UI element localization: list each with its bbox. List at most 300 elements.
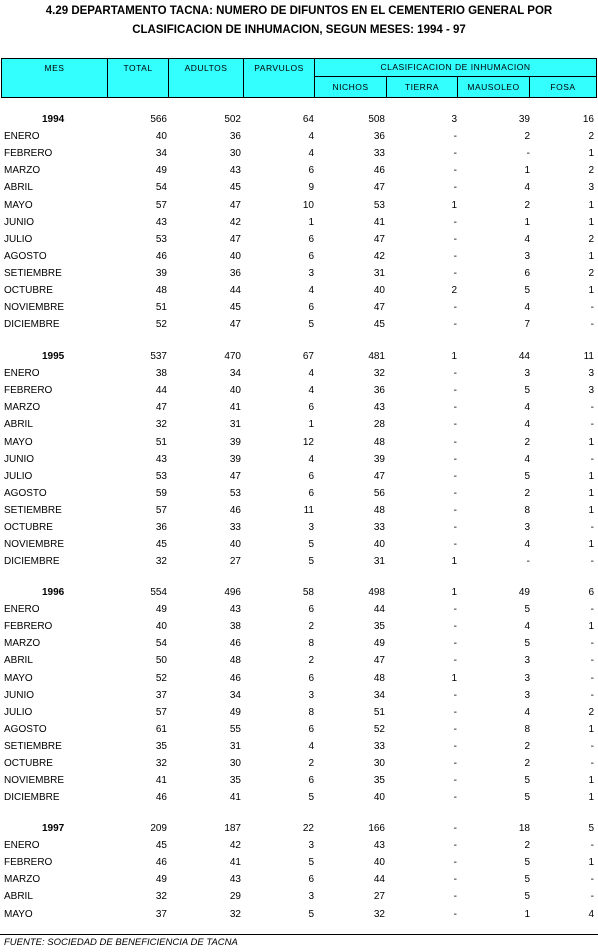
cell-tierra: -	[453, 707, 457, 718]
month-row	[0, 299, 598, 316]
cell-adultos: 496	[224, 587, 241, 598]
cell-nichos: 35	[373, 621, 385, 632]
cell-total: 34	[155, 148, 167, 159]
month-row	[0, 854, 598, 871]
year-label: 1995	[42, 351, 65, 362]
cell-nichos: 31	[373, 556, 385, 567]
month-row	[0, 485, 598, 502]
cell-mausoleo: 3	[524, 251, 530, 262]
cell-tierra: -	[453, 488, 457, 499]
cell-adultos: 43	[229, 165, 241, 176]
cell-adultos: 31	[229, 419, 241, 430]
cell-mausoleo: 2	[524, 741, 530, 752]
cell-tierra: -	[453, 419, 457, 430]
month-label: ENERO	[4, 604, 40, 615]
month-row	[0, 399, 598, 416]
cell-tierra: -	[453, 724, 457, 735]
cell-tierra: -	[453, 604, 457, 615]
cell-fosa: -	[590, 673, 594, 684]
cell-mausoleo: 18	[518, 823, 530, 834]
cell-adultos: 45	[229, 302, 241, 313]
cell-fosa: 11	[583, 351, 594, 362]
cell-nichos: 40	[373, 285, 385, 296]
month-row	[0, 214, 598, 231]
cell-nichos: 41	[373, 217, 385, 228]
cell-fosa: 1	[588, 148, 594, 159]
cell-nichos: 39	[373, 454, 385, 465]
cell-parvulos: 1	[308, 419, 314, 430]
month-row	[0, 197, 598, 214]
cell-adultos: 40	[229, 251, 241, 262]
cell-nichos: 36	[373, 131, 385, 142]
cell-nichos: 42	[373, 251, 385, 262]
cell-adultos: 43	[229, 874, 241, 885]
header-mausoleo: MAUSOLEO	[457, 76, 530, 98]
cell-nichos: 33	[373, 522, 385, 533]
cell-tierra: -	[453, 792, 457, 803]
cell-tierra: -	[453, 471, 457, 482]
month-label: JUNIO	[4, 690, 34, 701]
month-row	[0, 871, 598, 888]
month-label: JUNIO	[4, 454, 34, 465]
cell-nichos: 32	[373, 909, 385, 920]
header-parvulos: PARVULOS	[243, 58, 315, 98]
cell-nichos: 47	[373, 302, 385, 313]
month-row	[0, 618, 598, 635]
cell-mausoleo: 3	[524, 368, 530, 379]
cell-tierra: -	[453, 857, 457, 868]
month-row	[0, 434, 598, 451]
cell-fosa: 3	[588, 385, 594, 396]
cell-nichos: 43	[373, 402, 385, 413]
cell-nichos: 32	[373, 368, 385, 379]
cell-fosa: 1	[588, 792, 594, 803]
month-label: FEBRERO	[4, 857, 53, 868]
cell-parvulos: 6	[308, 251, 314, 262]
cell-nichos: 56	[373, 488, 385, 499]
month-label: FEBRERO	[4, 148, 53, 159]
cell-tierra: -	[453, 874, 457, 885]
cell-tierra: -	[453, 319, 457, 330]
cell-tierra: -	[453, 131, 457, 142]
cell-adultos: 40	[229, 539, 241, 550]
cell-adultos: 38	[229, 621, 241, 632]
cell-fosa: 1	[588, 724, 594, 735]
cell-total: 49	[155, 874, 167, 885]
month-row	[0, 145, 598, 162]
cell-parvulos: 67	[302, 351, 314, 362]
cell-nichos: 27	[373, 891, 385, 902]
cell-total: 49	[155, 604, 167, 615]
cell-fosa: 4	[588, 909, 594, 920]
cell-nichos: 52	[373, 724, 385, 735]
cell-tierra: 3	[451, 114, 457, 125]
cell-tierra: -	[453, 251, 457, 262]
cell-nichos: 30	[373, 758, 385, 769]
month-label: MAYO	[4, 673, 33, 684]
cell-total: 32	[155, 556, 167, 567]
cell-mausoleo: 1	[524, 909, 530, 920]
cell-nichos: 40	[373, 539, 385, 550]
cell-total: 41	[155, 775, 167, 786]
cell-nichos: 43	[373, 840, 385, 851]
cell-parvulos: 12	[302, 437, 314, 448]
cell-total: 37	[155, 909, 167, 920]
cell-mausoleo: 4	[524, 234, 530, 245]
month-row	[0, 670, 598, 687]
cell-fosa: -	[590, 302, 594, 313]
month-row	[0, 906, 598, 923]
cell-tierra: -	[453, 385, 457, 396]
cell-tierra: -	[453, 522, 457, 533]
cell-nichos: 46	[373, 165, 385, 176]
cell-nichos: 44	[373, 874, 385, 885]
cell-fosa: 3	[588, 368, 594, 379]
month-row	[0, 704, 598, 721]
month-row	[0, 755, 598, 772]
cell-tierra: 1	[451, 673, 457, 684]
month-row	[0, 162, 598, 179]
cell-fosa: 2	[588, 707, 594, 718]
cell-adultos: 41	[229, 402, 241, 413]
month-label: ABRIL	[4, 891, 33, 902]
cell-mausoleo: 4	[524, 454, 530, 465]
cell-mausoleo: 1	[524, 165, 530, 176]
month-label: NOVIEMBRE	[4, 539, 65, 550]
month-label: ABRIL	[4, 655, 33, 666]
cell-fosa: 1	[588, 217, 594, 228]
cell-nichos: 166	[368, 823, 385, 834]
cell-nichos: 40	[373, 792, 385, 803]
cell-nichos: 49	[373, 638, 385, 649]
cell-total: 36	[155, 522, 167, 533]
cell-tierra: 1	[451, 351, 457, 362]
cell-total: 46	[155, 251, 167, 262]
cell-total: 57	[155, 200, 167, 211]
cell-mausoleo: 2	[524, 437, 530, 448]
cell-fosa: 1	[588, 621, 594, 632]
cell-adultos: 47	[229, 234, 241, 245]
cell-tierra: -	[453, 234, 457, 245]
cell-total: 44	[155, 385, 167, 396]
cell-mausoleo: 4	[524, 539, 530, 550]
cell-adultos: 47	[229, 471, 241, 482]
cell-total: 43	[155, 217, 167, 228]
cell-mausoleo: 39	[518, 114, 530, 125]
cell-adultos: 36	[229, 268, 241, 279]
cell-nichos: 44	[373, 604, 385, 615]
cell-tierra: -	[453, 621, 457, 632]
month-row	[0, 738, 598, 755]
month-row	[0, 772, 598, 789]
cell-fosa: 1	[588, 437, 594, 448]
cell-adultos: 43	[229, 604, 241, 615]
month-label: AGOSTO	[4, 251, 47, 262]
cell-fosa: 1	[588, 505, 594, 516]
cell-fosa: -	[590, 655, 594, 666]
month-label: ENERO	[4, 368, 40, 379]
month-row	[0, 316, 598, 333]
cell-mausoleo: 2	[524, 131, 530, 142]
cell-adultos: 32	[229, 909, 241, 920]
cell-mausoleo: 4	[524, 302, 530, 313]
cell-fosa: -	[590, 556, 594, 567]
month-label: MARZO	[4, 874, 41, 885]
cell-mausoleo: -	[526, 148, 530, 159]
cell-mausoleo: 2	[524, 758, 530, 769]
month-row	[0, 265, 598, 282]
cell-parvulos: 6	[308, 402, 314, 413]
cell-parvulos: 4	[308, 454, 314, 465]
month-row	[0, 231, 598, 248]
month-label: OCTUBRE	[4, 285, 53, 296]
cell-nichos: 47	[373, 182, 385, 193]
year-label: 1994	[42, 114, 65, 125]
month-row	[0, 519, 598, 536]
month-label: FEBRERO	[4, 385, 53, 396]
cell-total: 47	[155, 402, 167, 413]
cell-parvulos: 9	[308, 182, 314, 193]
cell-mausoleo: 5	[524, 638, 530, 649]
header-clasificacion: CLASIFICACION DE INHUMACION	[314, 58, 597, 77]
cell-adultos: 46	[229, 505, 241, 516]
month-label: AGOSTO	[4, 724, 47, 735]
cell-total: 43	[155, 454, 167, 465]
cell-adultos: 27	[229, 556, 241, 567]
cell-nichos: 51	[373, 707, 385, 718]
cell-tierra: -	[453, 217, 457, 228]
cell-fosa: -	[590, 840, 594, 851]
cell-adultos: 502	[224, 114, 241, 125]
month-row	[0, 601, 598, 618]
cell-nichos: 53	[373, 200, 385, 211]
year-label: 1997	[42, 823, 65, 834]
cell-tierra: -	[453, 454, 457, 465]
month-row	[0, 536, 598, 553]
source-note: FUENTE: SOCIEDAD DE BENEFICIENCIA DE TACNA	[4, 937, 238, 948]
year-total-row	[0, 820, 598, 837]
month-row	[0, 789, 598, 806]
cell-total: 32	[155, 758, 167, 769]
cell-adultos: 53	[229, 488, 241, 499]
month-label: ABRIL	[4, 419, 33, 430]
year-total-row	[0, 348, 598, 365]
month-label: JULIO	[4, 471, 33, 482]
cell-total: 32	[155, 419, 167, 430]
cell-nichos: 45	[373, 319, 385, 330]
cell-parvulos: 8	[308, 638, 314, 649]
cell-fosa: 1	[588, 200, 594, 211]
cell-adultos: 48	[229, 655, 241, 666]
month-row	[0, 179, 598, 196]
cell-fosa: 2	[588, 131, 594, 142]
cell-total: 40	[155, 621, 167, 632]
month-label: MAYO	[4, 200, 33, 211]
header-nichos: NICHOS	[314, 76, 387, 98]
cell-mausoleo: 49	[518, 587, 530, 598]
cell-fosa: -	[590, 891, 594, 902]
header-adultos: ADULTOS	[168, 58, 244, 98]
cell-total: 537	[150, 351, 167, 362]
cell-adultos: 35	[229, 775, 241, 786]
cell-parvulos: 5	[308, 319, 314, 330]
month-label: NOVIEMBRE	[4, 775, 65, 786]
cell-fosa: -	[590, 402, 594, 413]
cell-nichos: 35	[373, 775, 385, 786]
cell-nichos: 48	[373, 437, 385, 448]
cell-mausoleo: 5	[524, 285, 530, 296]
cell-tierra: -	[453, 268, 457, 279]
cell-mausoleo: 3	[524, 690, 530, 701]
cell-mausoleo: 3	[524, 673, 530, 684]
cell-total: 209	[150, 823, 167, 834]
cell-adultos: 40	[229, 385, 241, 396]
cell-mausoleo: 5	[524, 775, 530, 786]
cell-total: 40	[155, 131, 167, 142]
cell-nichos: 47	[373, 234, 385, 245]
month-label: JUNIO	[4, 217, 34, 228]
cell-total: 39	[155, 268, 167, 279]
cell-nichos: 33	[373, 148, 385, 159]
month-label: OCTUBRE	[4, 758, 53, 769]
cell-total: 48	[155, 285, 167, 296]
cell-total: 53	[155, 471, 167, 482]
header-fosa: FOSA	[529, 76, 597, 98]
cell-parvulos: 5	[308, 792, 314, 803]
cell-fosa: -	[590, 604, 594, 615]
cell-nichos: 34	[373, 690, 385, 701]
cell-fosa: -	[590, 419, 594, 430]
cell-total: 51	[155, 437, 167, 448]
cell-nichos: 481	[368, 351, 385, 362]
cell-total: 51	[155, 302, 167, 313]
month-row	[0, 687, 598, 704]
cell-tierra: -	[453, 840, 457, 851]
cell-total: 554	[150, 587, 167, 598]
cell-fosa: -	[590, 758, 594, 769]
cell-fosa: -	[590, 638, 594, 649]
cell-total: 52	[155, 673, 167, 684]
month-row	[0, 382, 598, 399]
cell-tierra: 2	[451, 285, 457, 296]
cell-fosa: 5	[588, 823, 594, 834]
cell-tierra: -	[453, 402, 457, 413]
month-row	[0, 128, 598, 145]
year-total-row	[0, 584, 598, 601]
cell-parvulos: 1	[308, 217, 314, 228]
month-label: JULIO	[4, 234, 33, 245]
cell-parvulos: 4	[308, 385, 314, 396]
cell-mausoleo: 2	[524, 200, 530, 211]
cell-adultos: 41	[229, 857, 241, 868]
month-label: SETIEMBRE	[4, 268, 62, 279]
cell-fosa: -	[590, 319, 594, 330]
year-total-row	[0, 111, 598, 128]
month-row	[0, 652, 598, 669]
cell-adultos: 47	[229, 200, 241, 211]
cell-fosa: 2	[588, 268, 594, 279]
cell-adultos: 44	[229, 285, 241, 296]
cell-mausoleo: 4	[524, 419, 530, 430]
month-row	[0, 553, 598, 570]
cell-parvulos: 6	[308, 874, 314, 885]
cell-tierra: 1	[451, 200, 457, 211]
cell-adultos: 30	[229, 758, 241, 769]
month-label: DICIEMBRE	[4, 319, 60, 330]
cell-nichos: 47	[373, 471, 385, 482]
cell-tierra: 1	[451, 587, 457, 598]
cell-tierra: -	[453, 165, 457, 176]
month-row	[0, 635, 598, 652]
cell-nichos: 31	[373, 268, 385, 279]
cell-nichos: 36	[373, 385, 385, 396]
cell-tierra: -	[453, 823, 457, 834]
cell-adultos: 46	[229, 638, 241, 649]
cell-fosa: -	[590, 690, 594, 701]
cell-parvulos: 6	[308, 302, 314, 313]
month-label: MARZO	[4, 402, 41, 413]
cell-parvulos: 5	[308, 909, 314, 920]
footer-rule	[0, 934, 598, 935]
cell-total: 49	[155, 165, 167, 176]
month-row	[0, 837, 598, 854]
cell-tierra: -	[453, 758, 457, 769]
cell-adultos: 47	[229, 319, 241, 330]
cell-adultos: 187	[224, 823, 241, 834]
cell-parvulos: 5	[308, 857, 314, 868]
cell-total: 57	[155, 707, 167, 718]
cell-parvulos: 2	[308, 621, 314, 632]
cell-parvulos: 4	[308, 285, 314, 296]
month-row	[0, 365, 598, 382]
cell-parvulos: 6	[308, 488, 314, 499]
cell-tierra: -	[453, 148, 457, 159]
month-label: MARZO	[4, 638, 41, 649]
cell-parvulos: 6	[308, 604, 314, 615]
cell-parvulos: 22	[302, 823, 314, 834]
month-label: JULIO	[4, 707, 33, 718]
cell-mausoleo: 5	[524, 385, 530, 396]
table-title: 4.29 DEPARTAMENTO TACNA: NUMERO DE DIFUNTOS EN EL CEMENTERIO GENERAL POR	[45, 5, 553, 17]
cell-adultos: 29	[229, 891, 241, 902]
cell-mausoleo: 5	[524, 891, 530, 902]
cell-parvulos: 3	[308, 690, 314, 701]
table-subtitle: CLASIFICACION DE INHUMACION, SEGUN MESES: 1994 - 97	[132, 24, 466, 36]
cell-total: 32	[155, 891, 167, 902]
month-label: ENERO	[4, 131, 40, 142]
cell-fosa: 3	[588, 182, 594, 193]
cell-mausoleo: 44	[518, 351, 530, 362]
cell-parvulos: 5	[308, 556, 314, 567]
cell-tierra: -	[453, 368, 457, 379]
cell-fosa: 6	[588, 587, 594, 598]
cell-nichos: 28	[373, 419, 385, 430]
cell-adultos: 34	[229, 690, 241, 701]
cell-adultos: 55	[229, 724, 241, 735]
cell-mausoleo: 2	[524, 488, 530, 499]
cell-mausoleo: 1	[524, 217, 530, 228]
cell-nichos: 48	[373, 505, 385, 516]
cell-tierra: -	[453, 437, 457, 448]
month-label: FEBRERO	[4, 621, 53, 632]
cell-nichos: 48	[373, 673, 385, 684]
cell-parvulos: 6	[308, 471, 314, 482]
month-label: SETIEMBRE	[4, 505, 62, 516]
cell-mausoleo: 6	[524, 268, 530, 279]
cell-mausoleo: 8	[524, 724, 530, 735]
cell-parvulos: 6	[308, 165, 314, 176]
cell-mausoleo: 5	[524, 874, 530, 885]
